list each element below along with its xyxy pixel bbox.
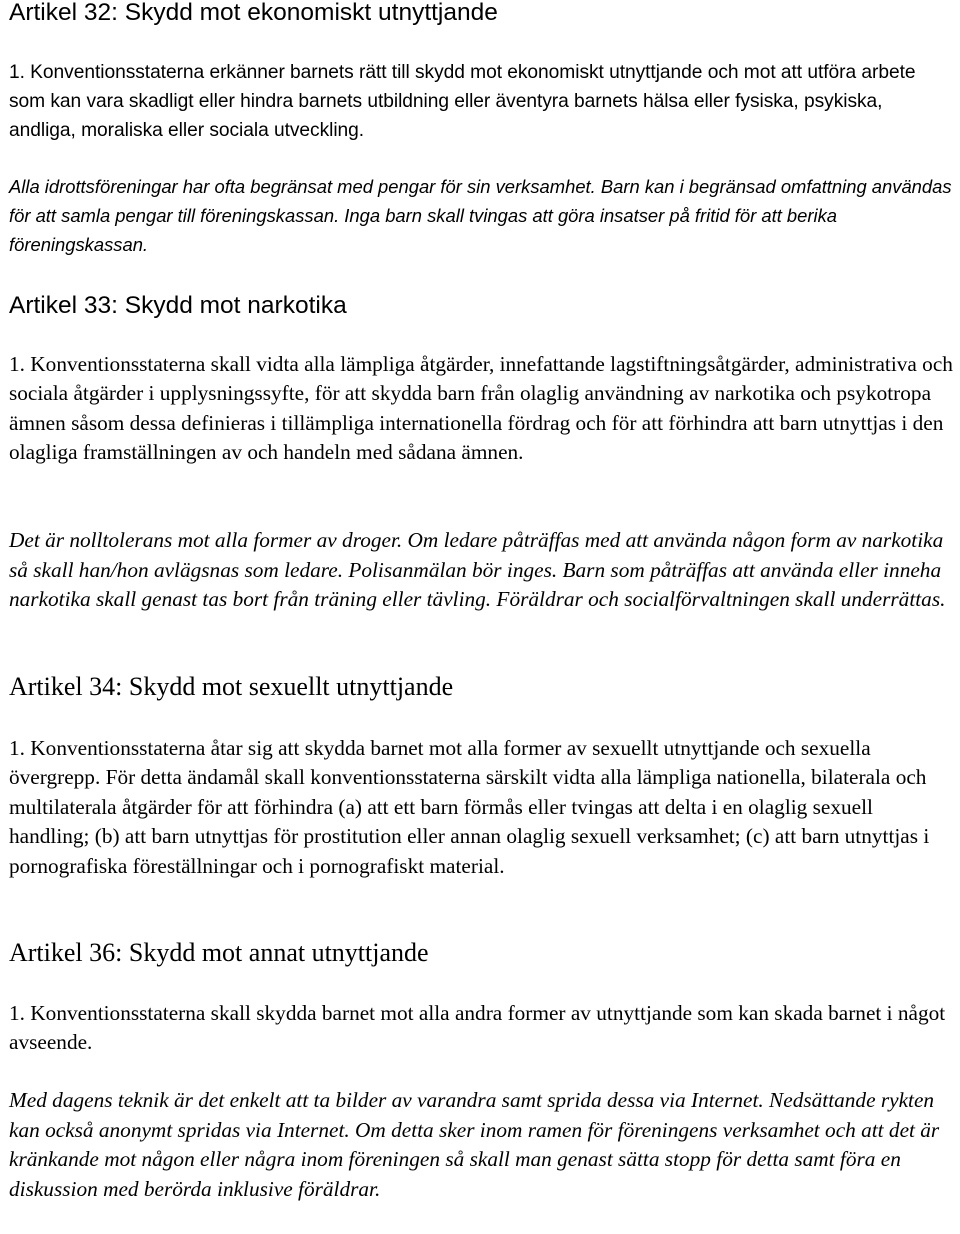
article-36-comment: Med dagens teknik är det enkelt att ta bilder av varandra samt sprida dessa via Internet. Nedsättande rykten kan också anonymt spridas via Internet. Om detta sker inom ramen för föreningens verksamhet och att det är kränkande mot någon eller några inom föreningen så skall man genast sätta stopp för detta samt föra en diskussion med berörda inklusive föräldrar. xyxy=(9,1088,940,1201)
article-33-heading: Artikel 33: Skydd mot narkotika xyxy=(9,292,347,319)
article-32-paragraph: 1. Konventionsstaterna erkänner barnets rätt till skydd mot ekonomiskt utnyttjande och mot att utföra arbete som kan vara skadligt eller hindra barnets utbildning eller äventyra barnets hälsa eller fysiska, psykiska, andliga, moraliska eller sociala utveckling. xyxy=(9,62,916,141)
article-36-heading: Artikel 36: Skydd mot annat utnyttjande xyxy=(9,938,429,967)
article-36-paragraph: 1. Konventionsstaterna skall skydda barnet mot alla andra former av utnyttjande som kan skada barnet i något avseende. xyxy=(9,1001,946,1055)
article-34-paragraph: 1. Konventionsstaterna åtar sig att skydda barnet mot alla former av sexuellt utnyttjande och sexuella övergrepp. För detta ändamål skall konventionsstaterna särskilt vidta alla lämpliga nationella, bilaterala och multilaterala åtgärder för att förhindra (a) att ett barn förmås eller tvingas att delta i en olaglig sexuell handling; (b) att barn utnyttjas för prostitution eller annan olaglig sexuell verksamhet; (c) att barn utnyttjas i pornografiska föreställningar och i pornografiskt material. xyxy=(9,736,930,878)
article-32-comment: Alla idrottsföreningar har ofta begränsat med pengar för sin verksamhet. Barn kan i begränsad omfattning användas för att samla pengar till föreningskassan. Inga barn skall tvingas att göra insatser på fritid för att berika föreningskassan. xyxy=(9,176,952,255)
article-33-paragraph: 1. Konventionsstaterna skall vidta alla lämpliga åtgärder, innefattande lagstiftningsåtgärder, administrativa och sociala åtgärder i upplysningssyfte, för att skydda barn från olaglig användning av narkotika och psykotropa ämnen såsom dessa definieras i tillämpliga internationella fördrag och för att förhindra att barn utnyttjas i den olagliga framställningen av och handeln med sådana ämnen. xyxy=(9,352,953,465)
article-33-comment: Det är nolltolerans mot alla former av droger. Om ledare påträffas med att använda någon form av narkotika så skall han/hon avlägsnas som ledare. Polisanmälan bör inges. Barn som påträffas att använda eller inneha narkotika skall genast tas bort från träning eller tävling. Föräldrar och socialförvaltningen skall underrättas. xyxy=(9,528,946,612)
article-34-heading: Artikel 34: Skydd mot sexuellt utnyttjande xyxy=(9,672,454,701)
article-32-heading: Artikel 32: Skydd mot ekonomiskt utnyttjande xyxy=(9,0,498,26)
